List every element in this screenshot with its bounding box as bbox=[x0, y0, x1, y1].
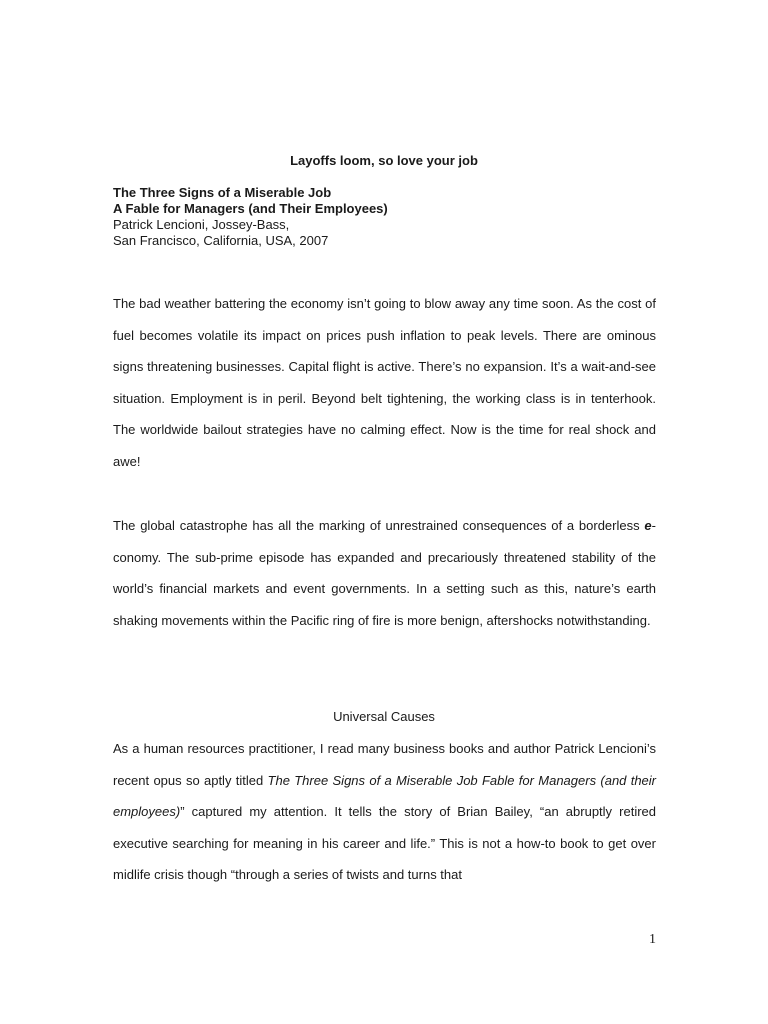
paragraph-3-after: ” captured my attention. It tells the story of Brian Bailey, “an abruptly retired executive searching for meaning in his career and life.” This is not a how-to book to get over midlife crisis though “through a series of twists and turns that bbox=[113, 804, 656, 883]
section-heading: Universal Causes bbox=[333, 709, 435, 724]
paragraph-2-emphasis: e bbox=[644, 518, 652, 533]
paragraph-2-before: The global catastrophe has all the marking of unrestrained consequences of a borderless bbox=[113, 518, 645, 533]
paragraph-3-italic: The Three Signs of a Miserable Job Fable for Managers (and their employees) bbox=[113, 772, 657, 820]
article-title: Layoffs loom, so love your job bbox=[290, 153, 478, 168]
book-location-year: San Francisco, California, USA, 2007 bbox=[113, 233, 329, 248]
paragraph-2-after: -conomy. The sub-prime episode has expanded and precariously threatened stability of the world’s financial markets and event governments. In a setting such as this, nature’s earth shaking movements within the Pacific ring of fire is more benign, aftershocks notwithstanding. bbox=[113, 518, 656, 628]
book-author-publisher: Patrick Lencioni, Jossey-Bass, bbox=[113, 217, 290, 232]
book-citation bbox=[113, 185, 673, 249]
paragraph-2 bbox=[113, 510, 656, 636]
paragraph-3 bbox=[113, 733, 656, 891]
book-title: The Three Signs of a Miserable Job bbox=[113, 185, 332, 200]
paragraph-3-before: As a human resources practitioner, I read many business books and author Patrick Lencioni’s recent opus so aptly titled bbox=[113, 741, 656, 788]
book-subtitle: A Fable for Managers (and Their Employees) bbox=[113, 201, 388, 216]
paragraph-1: The bad weather battering the economy isn’t going to blow away any time soon. As the cost of fuel becomes volatile its impact on prices push inflation to peak levels. There are ominous signs threatening businesses. Capital flight is active. There’s no expansion. It’s a wait-and-see situation. Employment is in peril. Beyond belt tightening, the working class is in tenterhook. The worldwide bailout strategies have no calming effect. Now is the time for real shock and awe! bbox=[113, 296, 656, 469]
page-number: 1 bbox=[649, 932, 656, 947]
